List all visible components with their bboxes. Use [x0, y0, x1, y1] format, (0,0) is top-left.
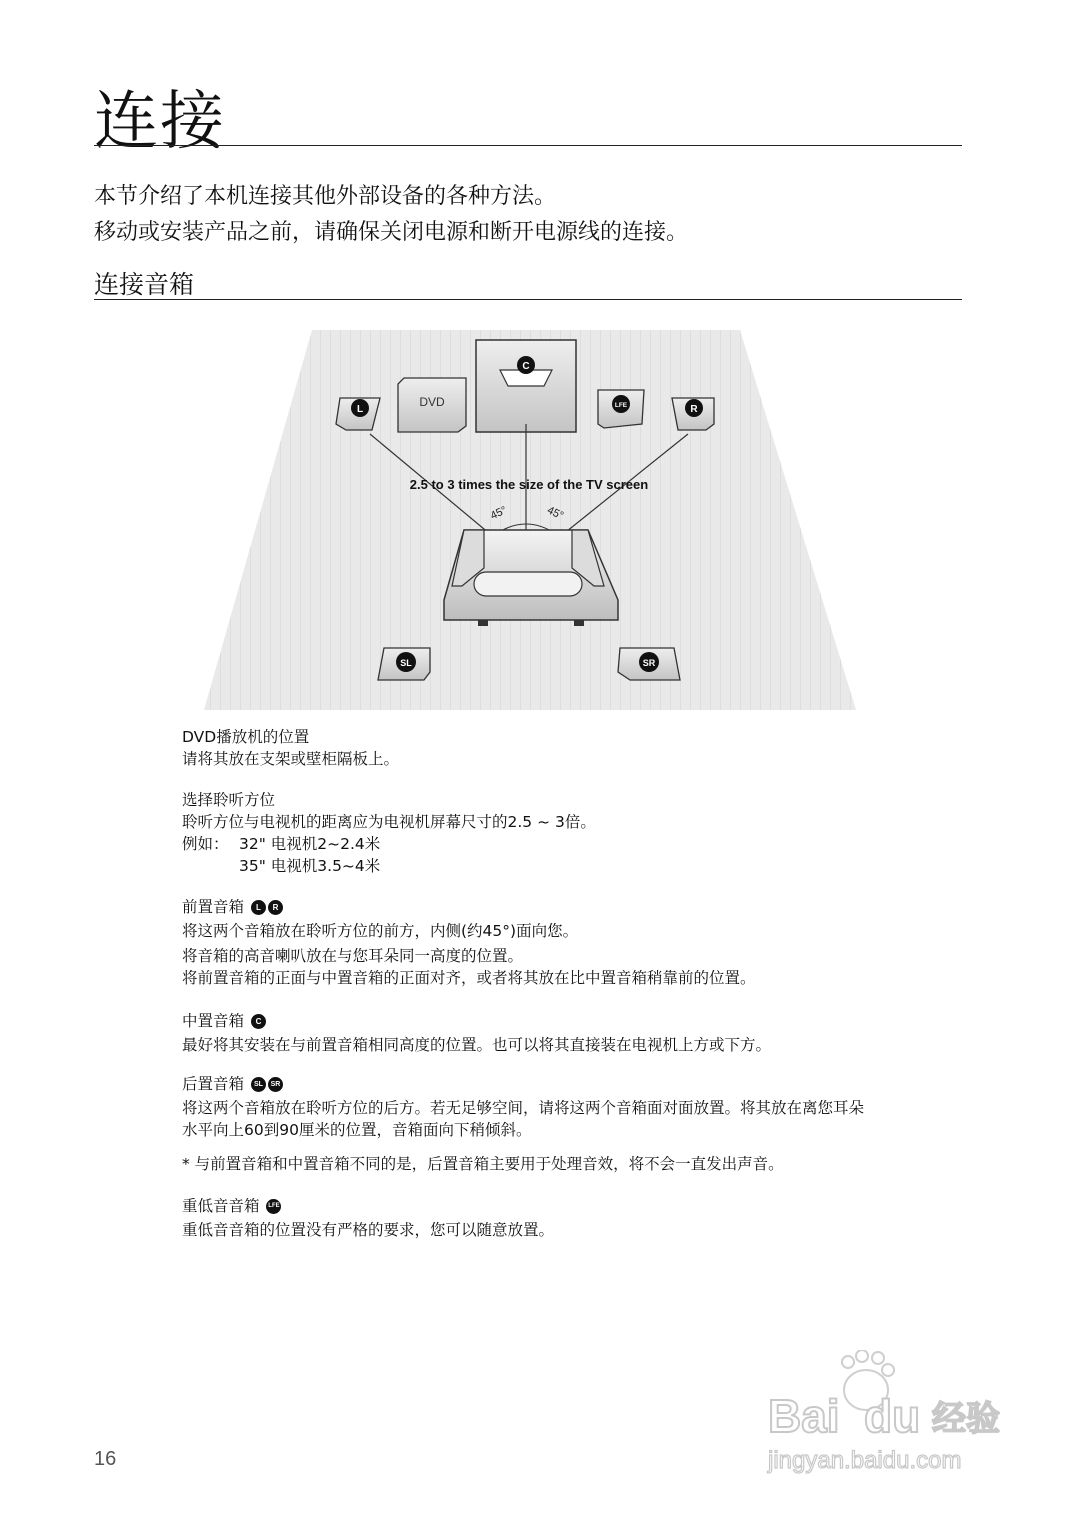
dvd-position-block — [182, 726, 399, 770]
distance-caption: 2.5 to 3 times the size of the TV screen — [409, 477, 649, 492]
page-number: 16 — [94, 1448, 117, 1470]
right-speaker-label: R — [690, 404, 698, 415]
dvd-player — [398, 378, 466, 432]
surround-right-speaker — [618, 648, 680, 680]
front-right-speaker — [672, 398, 714, 430]
center-speaker-icon: C — [251, 1014, 266, 1029]
watermark-brand: Bai — [768, 1390, 840, 1442]
front-speakers-line-2: 将音箱的高音喇叭放在与您耳朵同一高度的位置。 — [182, 947, 524, 965]
rear-speakers-line-1: 将这两个音箱放在聆听方位的后方。若无足够空间，请将这两个音箱面对面放置。将其放在离您耳朵 — [182, 1099, 865, 1117]
surround-right-label: SR — [642, 658, 656, 668]
center-speaker-text: 最好将其安装在与前置音箱相同高度的位置。也可以将其直接装在电视机上方或下方。 — [182, 1036, 772, 1054]
dvd-player-label: DVD — [419, 395, 445, 409]
center-speaker-label: C — [522, 361, 530, 372]
angle-left-label: 45° — [488, 504, 509, 523]
front-speakers-line-1: 将这两个音箱放在聆听方位的前方，内侧(约45°)面向您。 — [182, 922, 579, 940]
section-rule — [94, 299, 962, 300]
left-speaker-icon: L — [251, 900, 266, 915]
listening-position-heading: 选择聆听方位 — [182, 791, 276, 809]
example-35: 35" 电视机3.5~4米 — [239, 857, 381, 875]
right-speaker-icon: R — [268, 900, 283, 915]
front-speakers-heading: 前置音箱 — [182, 898, 245, 916]
listening-position-text: 聆听方位与电视机的距离应为电视机屏幕尺寸的2.5 ~ 3倍。 — [182, 813, 596, 831]
angle-right-label: 45° — [545, 504, 566, 523]
intro-line-2: 移动或安装产品之前，请确保关闭电源和断开电源线的连接。 — [94, 220, 689, 245]
left-speaker-label: L — [356, 404, 364, 415]
watermark-brand-2: du — [864, 1390, 921, 1442]
sofa — [444, 530, 618, 626]
subwoofer-icon: LFE — [266, 1199, 281, 1214]
section-heading: 连接音箱 — [94, 270, 195, 299]
example-32: 32" 电视机2~2.4米 — [239, 835, 381, 853]
front-speakers-block — [182, 896, 756, 989]
watermark-url: jingyan.baidu.com — [768, 1447, 962, 1474]
surround-left-icon: SL — [251, 1077, 266, 1092]
rear-speakers-block — [182, 1073, 864, 1175]
rear-speakers-note: * 与前置音箱和中置音箱不同的是，后置音箱主要用于处理音效，将不会一直发出声音。 — [182, 1155, 784, 1173]
intro-line-1: 本节介绍了本机连接其他外部设备的各种方法。 — [94, 184, 557, 209]
example-label: 例如： — [182, 835, 229, 853]
subwoofer-text: 重低音音箱的位置没有严格的要求，您可以随意放置。 — [182, 1221, 555, 1239]
dvd-position-heading: DVD播放机的位置 — [182, 728, 310, 746]
speaker-placement-diagram — [200, 328, 860, 714]
surround-right-icon: SR — [268, 1077, 283, 1092]
subwoofer — [598, 390, 644, 428]
title-rule — [94, 145, 962, 146]
page-title: 连接 — [94, 85, 226, 159]
center-speaker-block — [182, 1010, 771, 1056]
subwoofer-heading: 重低音音箱 — [182, 1197, 260, 1215]
surround-left-speaker — [378, 648, 430, 680]
rear-speakers-heading: 后置音箱 — [182, 1075, 245, 1093]
subwoofer-block — [182, 1195, 554, 1241]
center-speaker-heading: 中置音箱 — [182, 1012, 245, 1030]
surround-left-label: SL — [400, 658, 412, 668]
front-left-speaker — [336, 398, 380, 430]
front-speakers-line-3: 将前置音箱的正面与中置音箱的正面对齐，或者将其放在比中置音箱稍靠前的位置。 — [182, 969, 756, 987]
rear-speakers-line-2: 水平向上60到90厘米的位置，音箱面向下稍倾斜。 — [182, 1121, 532, 1139]
tv-center-speaker — [476, 340, 576, 432]
baidu-watermark — [760, 1350, 1020, 1480]
subwoofer-label: LFE — [614, 402, 628, 409]
listening-position-block — [182, 789, 596, 877]
dvd-position-text: 请将其放在支架或壁柜隔板上。 — [182, 750, 400, 768]
watermark-brand-cn: 经验 — [932, 1399, 1000, 1439]
